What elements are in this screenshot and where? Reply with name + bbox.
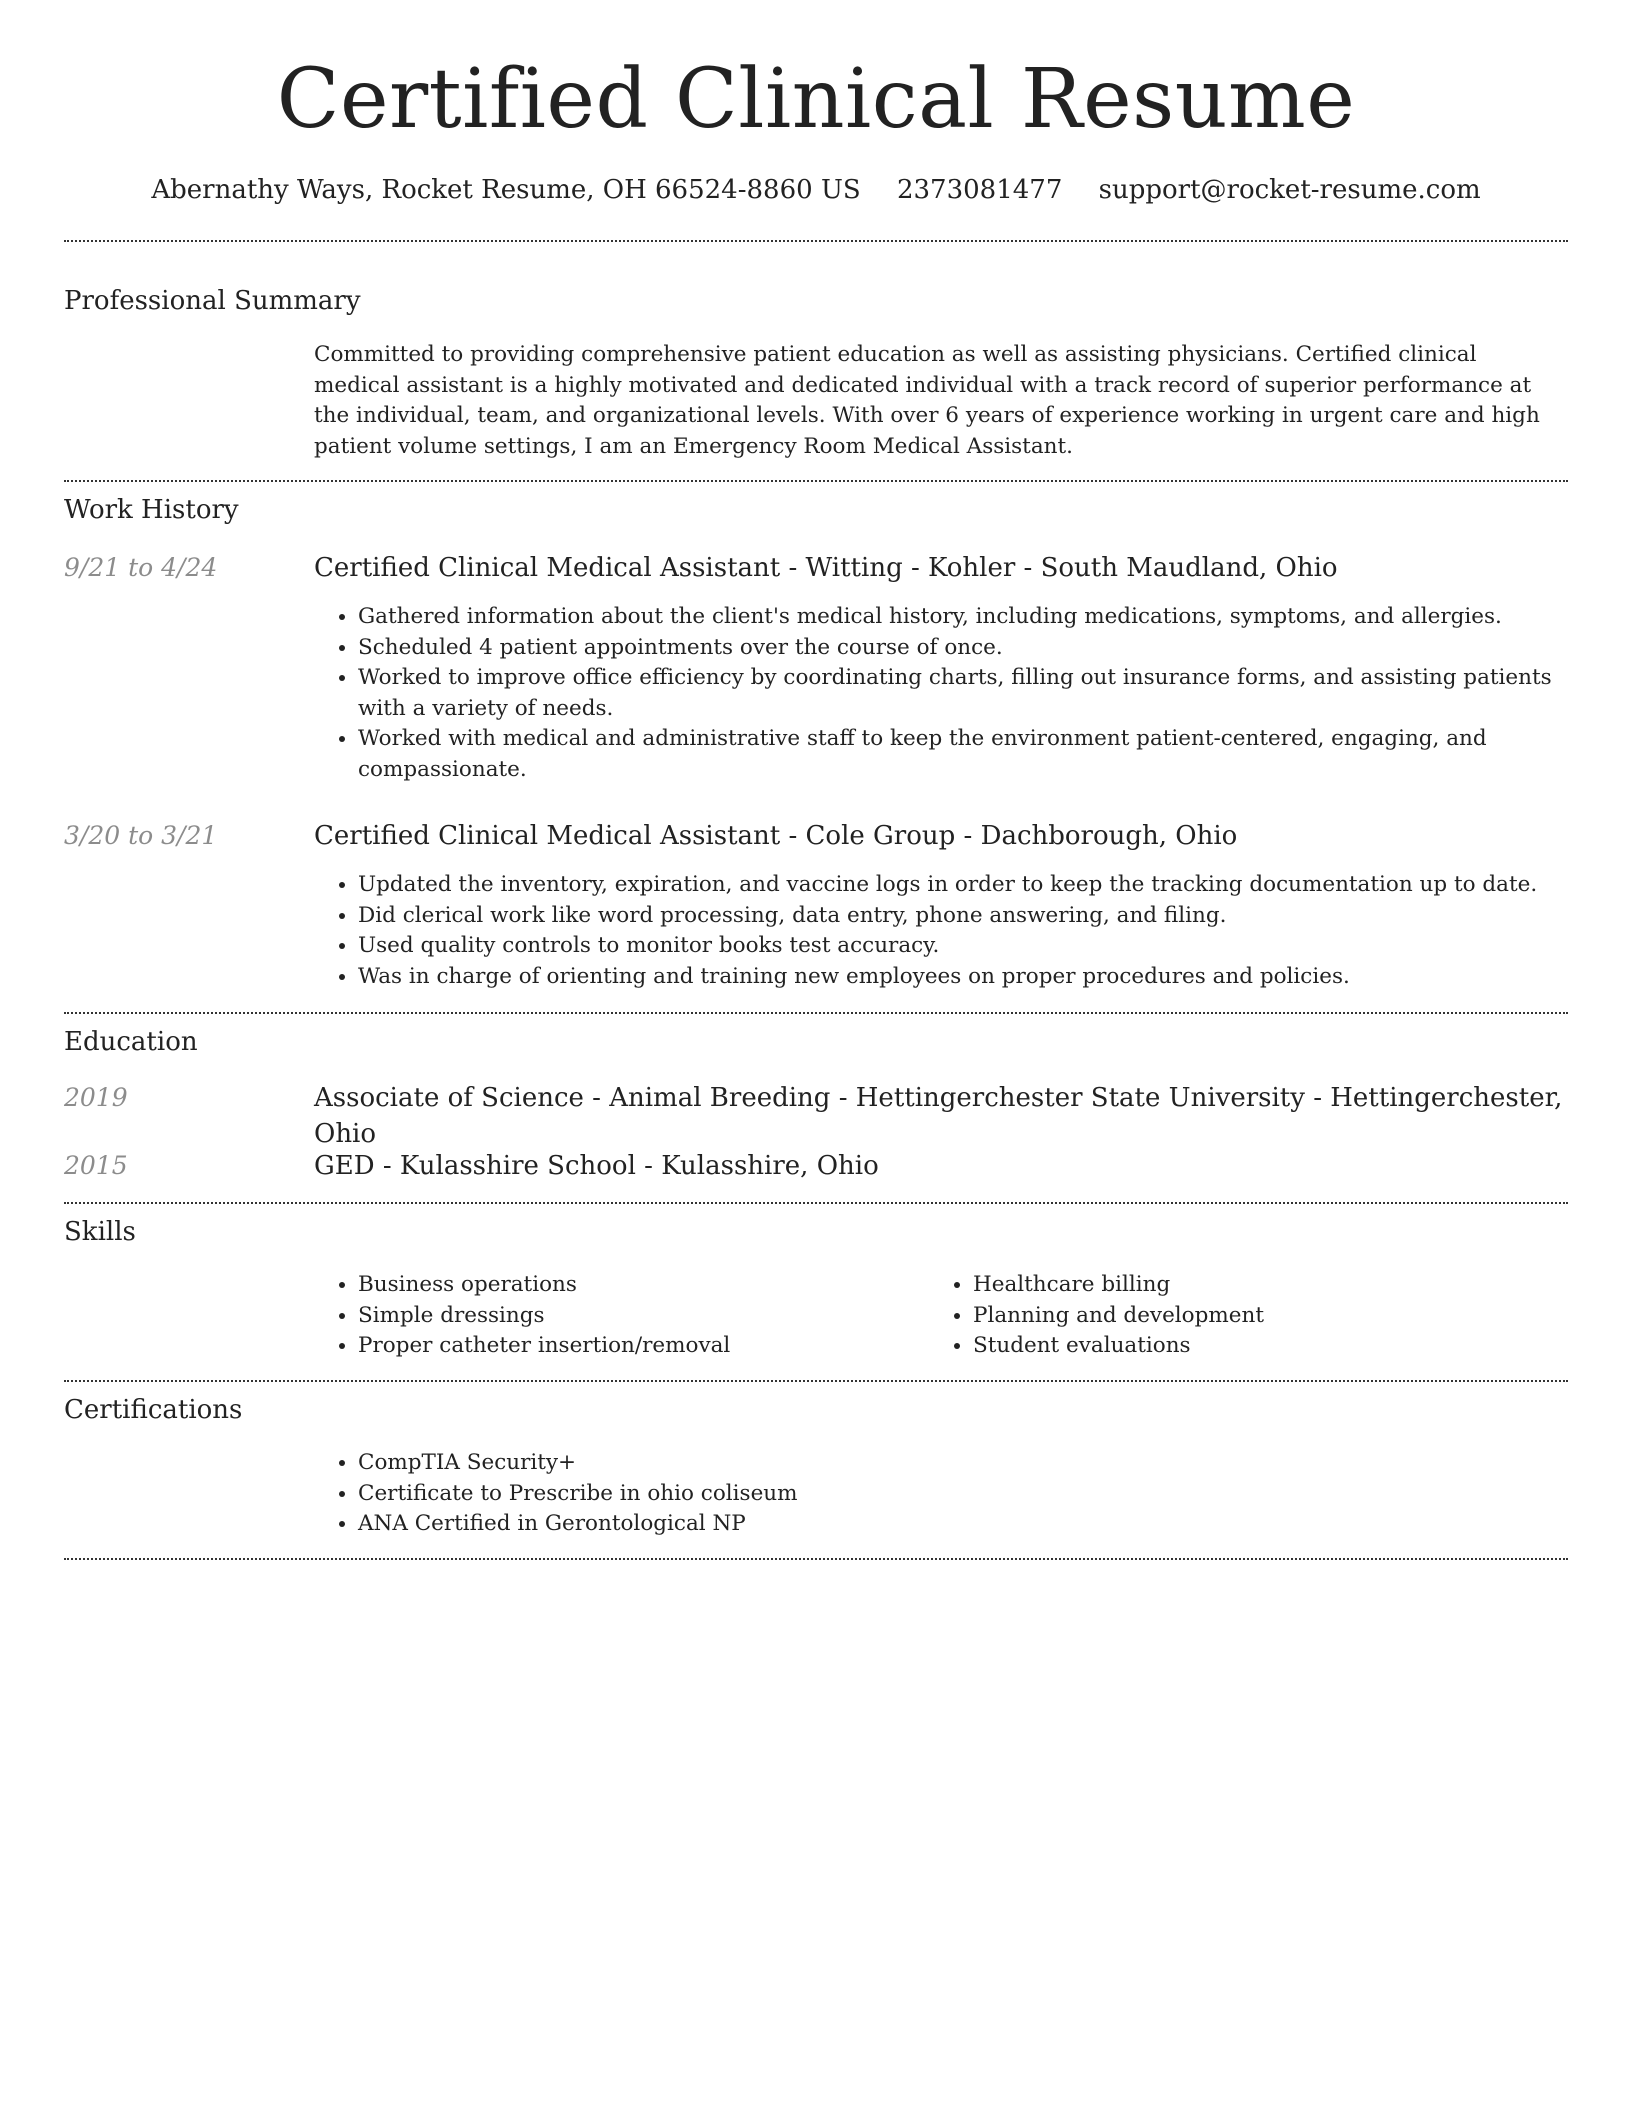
summary-text: Committed to providing comprehensive patient education as well as assisting physicians. Certified clinical medical assistant is a highly motivated and dedicated individual with a track record of superior performance at the individual, team, and organizational levels. With over 6 years of experience working in urgent care and high patient volume settings, I am an Emergency Room Medical Assistant. [314,342,1540,459]
contact-phone: 2373081477 [896,175,1063,205]
list-item: • CompTIA Security+ [358,1448,1358,1479]
job-dates: 9/21 to 4/24 [64,553,218,582]
list-item: • Gathered information about the client's medical history, including medications, symptoms, and allergies. [358,602,1568,633]
job-title: Certified Clinical Medical Assistant - Witting - Kohler - South Maudland, Ohio [314,553,1338,583]
education-entry: Associate of Science - Animal Breeding - Hettingerchester State University - Hettingerchester, Ohio [314,1083,1563,1149]
resume-title: Certified Clinical Resume [276,52,1356,147]
education-year: 2015 [64,1151,128,1180]
list-item: • Business operations [358,1270,918,1301]
certifications-list [314,1448,1358,1540]
section-heading-work: Work History [64,495,239,525]
section-heading-education: Education [64,1027,198,1057]
contact-email: support@rocket-resume.com [1098,175,1481,205]
education-entry: GED - Kulasshire School - Kulasshire, Ohio [314,1151,879,1181]
divider [64,1202,1568,1204]
skills-list-left [314,1270,918,1362]
divider [64,1012,1568,1014]
list-item: • Proper catheter insertion/removal [358,1331,918,1362]
list-item: • Was in charge of orienting and training new employees on proper procedures and policies. [358,962,1568,993]
list-item: • Updated the inventory, expiration, and vaccine logs in order to keep the tracking documentation up to date. [358,870,1568,901]
contact-address: Abernathy Ways, Rocket Resume, OH 66524-8860 US [151,175,861,205]
list-item: • Worked to improve office efficiency by coordinating charts, filling out insurance forms, and assisting patients with a variety of needs. [358,663,1568,724]
divider [64,480,1568,482]
list-item: • Did clerical work like word processing, data entry, phone answering, and filing. [358,901,1568,932]
job-bullets [314,870,1568,992]
job-dates: 3/20 to 3/21 [64,821,218,850]
list-item: • Scheduled 4 patient appointments over the course of once. [358,633,1568,664]
job-title: Certified Clinical Medical Assistant - Cole Group - Dachborough, Ohio [314,821,1238,851]
divider [64,1380,1568,1382]
list-item: • Planning and development [973,1301,1533,1332]
list-item: • Used quality controls to monitor books test accuracy. [358,931,1568,962]
list-item: • Healthcare billing [973,1270,1533,1301]
section-heading-summary: Professional Summary [64,286,361,316]
divider [64,1558,1568,1560]
section-heading-skills: Skills [64,1217,136,1247]
job-bullets [314,602,1568,785]
section-heading-certifications: Certifications [64,1395,243,1425]
list-item: • Simple dressings [358,1301,918,1332]
list-item: • Certificate to Prescribe in ohio coliseum [358,1479,1358,1510]
list-item: • ANA Certified in Gerontological NP [358,1509,1358,1540]
contact-line [64,170,1568,210]
divider [64,240,1568,242]
skills-list-right [929,1270,1533,1362]
list-item: • Worked with medical and administrative staff to keep the environment patient-centered, engaging, and compassionate. [358,724,1568,785]
education-year: 2019 [64,1083,128,1112]
list-item: • Student evaluations [973,1331,1533,1362]
